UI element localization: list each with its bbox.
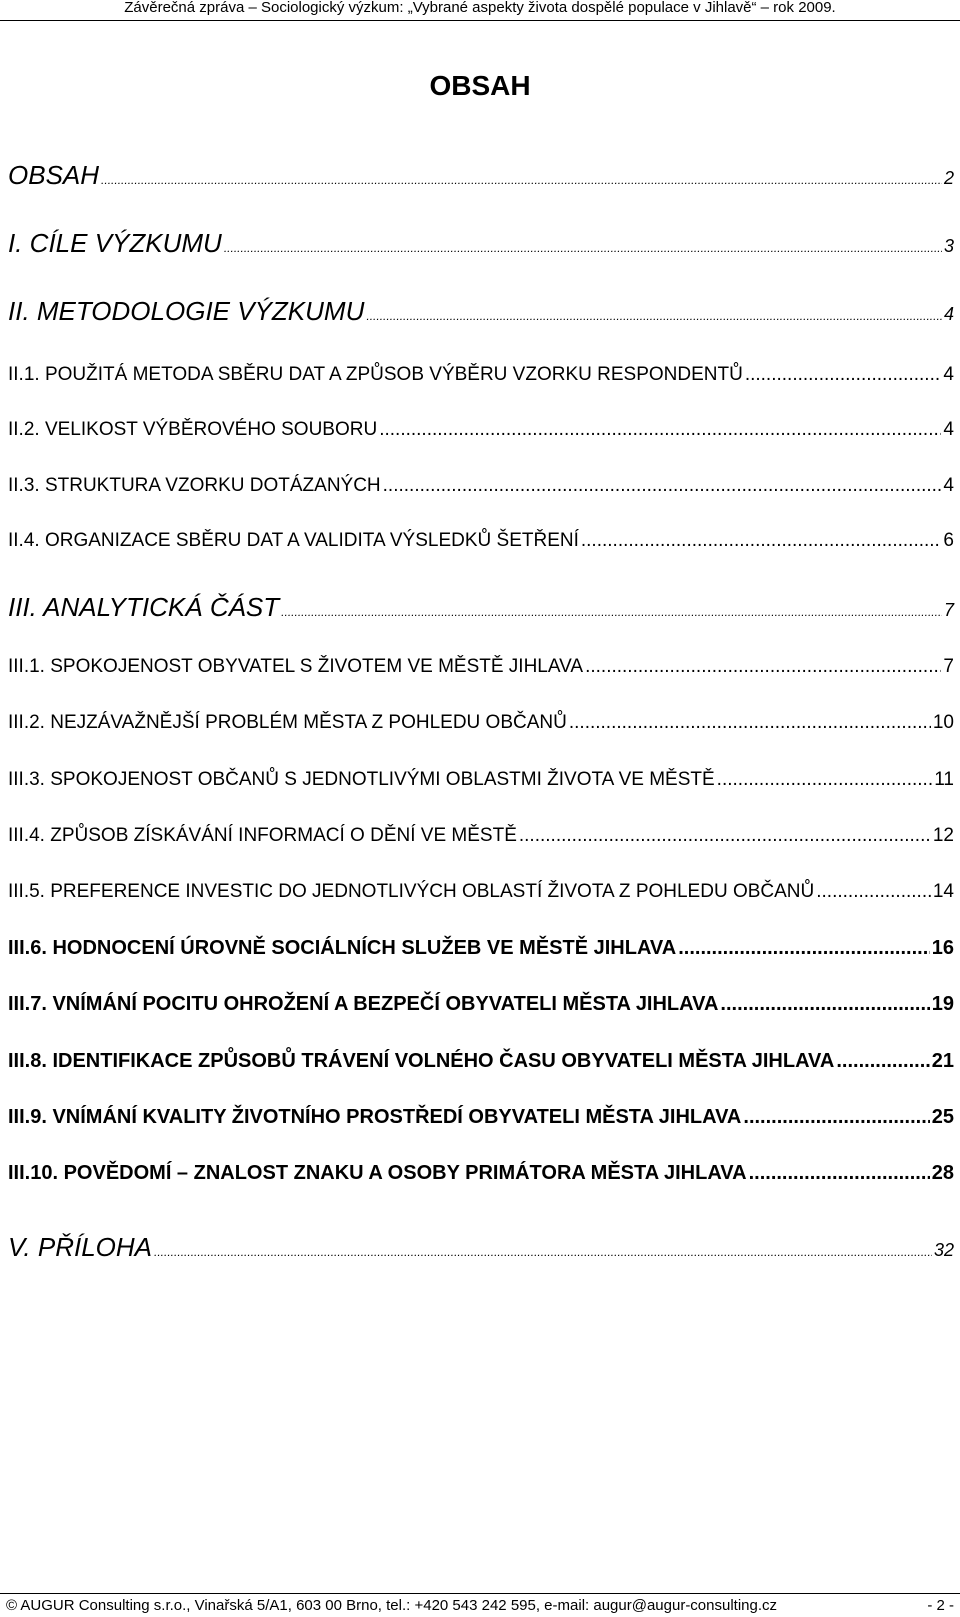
- toc-entry-page: 32: [933, 1240, 954, 1260]
- toc-entry[interactable]: [8, 769, 954, 791]
- toc-entry-title: II. METODOLOGIE VÝZKUMU: [8, 296, 365, 326]
- toc-entry-page: 28: [931, 1162, 954, 1184]
- page-title: OBSAH: [429, 70, 531, 101]
- footer-page-number: - 2 -: [927, 1597, 954, 1614]
- toc-entry[interactable]: [8, 1106, 954, 1129]
- toc-entry[interactable]: [8, 656, 954, 678]
- toc-dot-leader: [720, 993, 929, 1016]
- toc-entry[interactable]: [8, 993, 954, 1016]
- toc-dot-leader: [717, 769, 933, 791]
- toc-entry[interactable]: [8, 364, 954, 386]
- toc-entry[interactable]: [8, 825, 954, 847]
- toc-entry-page: 16: [931, 937, 954, 959]
- toc-dot-leader: [745, 364, 942, 386]
- toc-entry-page: 4: [943, 475, 954, 496]
- toc-dot-leader: [281, 592, 942, 623]
- toc-entry[interactable]: [8, 881, 954, 903]
- toc-entry-page: 12: [932, 825, 954, 846]
- toc-dot-leader: [569, 712, 931, 734]
- toc-entry-title: III.10. POVĚDOMÍ – ZNALOST ZNAKU A OSOBY PRIMÁTORA MĚSTA JIHLAVA: [8, 1162, 747, 1184]
- toc-entry-page: 10: [932, 712, 954, 733]
- toc-dot-leader: [816, 881, 931, 903]
- toc-entry-title: II.3. STRUKTURA VZORKU DOTÁZANÝCH: [8, 475, 381, 496]
- toc-entry[interactable]: [8, 1162, 954, 1185]
- toc-entry-title: II.2. VELIKOST VÝBĚROVÉHO SOUBORU: [8, 419, 378, 440]
- toc-entry-title: III.8. IDENTIFIKACE ZPŮSOBŮ TRÁVENÍ VOLNÉHO ČASU OBYVATELI MĚSTA JIHLAVA: [8, 1050, 835, 1072]
- toc-entry-page: 3: [943, 236, 954, 256]
- toc-dot-leader: [836, 1050, 929, 1073]
- toc-entry-title: III.1. SPOKOJENOST OBYVATEL S ŽIVOTEM VE MĚSTĚ JIHLAVA: [8, 656, 584, 677]
- toc-entry[interactable]: [8, 228, 954, 259]
- toc-entry-title: V. PŘÍLOHA: [8, 1232, 153, 1262]
- toc-dot-leader: [379, 419, 941, 441]
- toc-entry[interactable]: [8, 592, 954, 623]
- toc-entry[interactable]: [8, 419, 954, 441]
- toc-entry-title: III.9. VNÍMÁNÍ KVALITY ŽIVOTNÍHO PROSTŘEDÍ OBYVATELI MĚSTA JIHLAVA: [8, 1106, 742, 1128]
- toc-entry-title: III.3. SPOKOJENOST OBČANŮ S JEDNOTLIVÝMI OBLASTMI ŽIVOTA VE MĚSTĚ: [8, 769, 715, 790]
- toc-entry[interactable]: [8, 475, 954, 497]
- toc-dot-leader: [581, 530, 942, 552]
- toc-entry-title: III.5. PREFERENCE INVESTIC DO JEDNOTLIVÝCH OBLASTÍ ŽIVOTA Z POHLEDU OBČANŮ: [8, 881, 815, 902]
- toc-dot-leader: [678, 937, 930, 960]
- toc-entry[interactable]: [8, 712, 954, 734]
- toc-entry-title: III. ANALYTICKÁ ČÁST: [8, 592, 280, 622]
- toc-entry-title: II.4. ORGANIZACE SBĚRU DAT A VALIDITA VÝSLEDKŮ ŠETŘENÍ: [8, 530, 579, 551]
- toc-dot-leader: [224, 228, 942, 259]
- toc-entry-page: 2: [943, 168, 954, 188]
- toc-entry-page: 4: [943, 419, 954, 440]
- toc-dot-leader: [383, 475, 942, 497]
- toc-entry[interactable]: [8, 530, 954, 552]
- toc-entry-title: I. CÍLE VÝZKUMU: [8, 228, 222, 258]
- toc-entry-page: 4: [943, 304, 954, 324]
- toc-entry-title: III.7. VNÍMÁNÍ POCITU OHROŽENÍ A BEZPEČÍ OBYVATELI MĚSTA JIHLAVA: [8, 993, 719, 1015]
- toc-dot-leader: [749, 1162, 930, 1185]
- toc-entry-page: 25: [931, 1106, 954, 1128]
- toc-dot-leader: [519, 825, 931, 847]
- toc-dot-leader: [366, 296, 942, 327]
- page-header: [0, 0, 960, 21]
- toc-entry-title: III.4. ZPŮSOB ZÍSKÁVÁNÍ INFORMACÍ O DĚNÍ VE MĚSTĚ: [8, 825, 517, 846]
- toc-entry[interactable]: [8, 937, 954, 960]
- toc-entry-title: III.6. HODNOCENÍ ÚROVNĚ SOCIÁLNÍCH SLUŽEB VE MĚSTĚ JIHLAVA: [8, 937, 677, 959]
- toc-entry[interactable]: [8, 1050, 954, 1073]
- footer-copyright: © AUGUR Consulting s.r.o., Vinařská 5/A1, 603 00 Brno, tel.: +420 543 242 595, e-mail: augur@augur-consulting.cz: [6, 1597, 778, 1614]
- toc-entry-title: OBSAH: [8, 160, 100, 190]
- toc-entry-page: 21: [931, 1050, 954, 1072]
- toc-entry-page: 6: [943, 530, 954, 551]
- toc-entry-title: III.2. NEJZÁVAŽNĚJŠÍ PROBLÉM MĚSTA Z POHLEDU OBČANŮ: [8, 712, 567, 733]
- toc-entry-page: 4: [943, 364, 954, 385]
- toc-entry[interactable]: [8, 296, 954, 327]
- toc-dot-leader: [154, 1232, 932, 1263]
- toc-entry-title: II.1. POUŽITÁ METODA SBĚRU DAT A ZPŮSOB VÝBĚRU VZORKU RESPONDENTŮ: [8, 364, 743, 385]
- toc-entry-page: 14: [932, 881, 954, 902]
- toc-dot-leader: [101, 160, 942, 191]
- toc-entry-page: 7: [943, 656, 954, 677]
- toc-entry-page: 19: [931, 993, 954, 1015]
- header-text: Závěrečná zpráva – Sociologický výzkum: „Vybrané aspekty života dospělé populace v Jihlavě“ – rok 2009.: [124, 0, 836, 16]
- toc-entry-page: 11: [934, 769, 954, 790]
- toc-entry-page: 7: [943, 600, 954, 620]
- toc-entry[interactable]: [8, 160, 954, 191]
- toc-dot-leader: [743, 1106, 929, 1129]
- toc-dot-leader: [585, 656, 941, 678]
- toc-entry[interactable]: [8, 1232, 954, 1263]
- page-footer: [0, 1593, 960, 1615]
